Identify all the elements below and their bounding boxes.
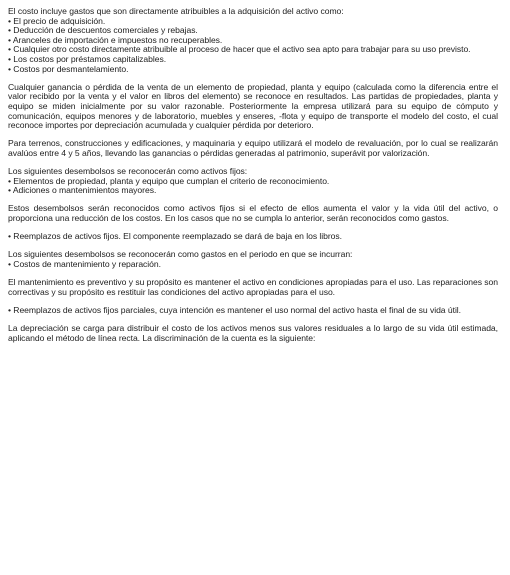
activos-fijos-section	[8, 167, 498, 196]
paragraph-terrenos: Para terrenos, construcciones y edificaciones, y maquinaria y equipo utilizará el modelo de revaluación, por lo cual se realizarán avalúos entre 4 y 5 años, llevando las ganancias o pérdidas generadas al patrimonio, superávit por valorización.	[8, 138, 498, 158]
gastos-section	[8, 250, 498, 269]
reemplazos-activos-fijos: • Reemplazos de activos fijos. El componente reemplazado se dará de baja en los libros.	[8, 231, 343, 242]
intro-text: El costo incluye gastos que son directamente atribuibles a la adquisición del activo como:	[8, 6, 344, 16]
list-item: • Cualquier otro costo directamente atribuible al proceso de hacer que el activo sea apto para trabajar para su uso previsto.	[8, 44, 471, 55]
paragraph-mantenimiento: El mantenimiento es preventivo y su propósito es mantener el activo en condiciones apropiadas para el uso. Las reparaciones son correctivas y su propósito es restituir las condiciones del activo apropiadas para el uso.	[8, 277, 498, 297]
list-item: • Elementos de propiedad, planta y equipo que cumplan el criterio de reconocimiento.	[8, 175, 330, 186]
reemplazos-activos-parciales: • Reemplazos de activos fijos parciales, cuya intención es mantener el uso normal del activo hasta el final de su vida útil.	[8, 305, 461, 315]
list-item: • Deducción de descuentos comerciales y rebajas.	[8, 25, 198, 36]
activos-fijos-bullet-list	[8, 177, 498, 196]
list-item: • Costos por desmantelamiento.	[8, 63, 129, 74]
list-item: • Adiciones o mantenimientos mayores.	[8, 185, 157, 196]
list-item: • Aranceles de importación e impuestos no recuperables.	[8, 34, 223, 45]
gastos-bullet-list	[8, 260, 498, 270]
intro-section	[8, 7, 498, 74]
list-item: • El precio de adquisición.	[8, 15, 106, 26]
paragraph-depreciacion: La depreciación se carga para distribuir el costo de los activos menos sus valores residuales a lo largo de su vida útil estimada, aplicando el método de línea recta. La discriminación de la cuenta es la siguiente:	[8, 323, 498, 343]
paragraph-ganancia: Cualquier ganancia o pérdida de la venta de un elemento de propiedad, planta y equipo (calculada como la diferencia entre el valor recibido por la venta y el valor en libros del elemento) se reconoce en resultados. Las partidas de propiedades, planta y equipo se miden inicialmente por su valor razonable. Posteriormente la empresa utilizará para su equipo de cómputo y comunicación, equipos menores y de laboratorio, muebles y enseres, -flota y equipo de transporte el modelo del costo, el cual reconoce importes por depreciación acumulada y cualquier pérdida por deterioro.	[8, 81, 498, 131]
activos-fijos-intro: Los siguientes desembolsos se reconocerán como activos fijos:	[8, 166, 248, 177]
list-item: • Los costos por préstamos capitalizables.	[8, 53, 167, 64]
list-item: • Costos de mantenimiento y reparación.	[8, 259, 161, 270]
paragraph-estos-desembolsos: Estos desembolsos serán reconocidos como activos fijos si el efecto de ellos aumenta el valor y la vida útil del activo, o proporciona una reducción de los costos. En los casos que no se cumpla lo anterior, serán reconocidos como gastos.	[8, 203, 498, 224]
gastos-intro: Los siguientes desembolsos se reconocerán como gastos en el periodo en que se incurran:	[8, 249, 353, 260]
intro-bullet-list	[8, 17, 498, 75]
